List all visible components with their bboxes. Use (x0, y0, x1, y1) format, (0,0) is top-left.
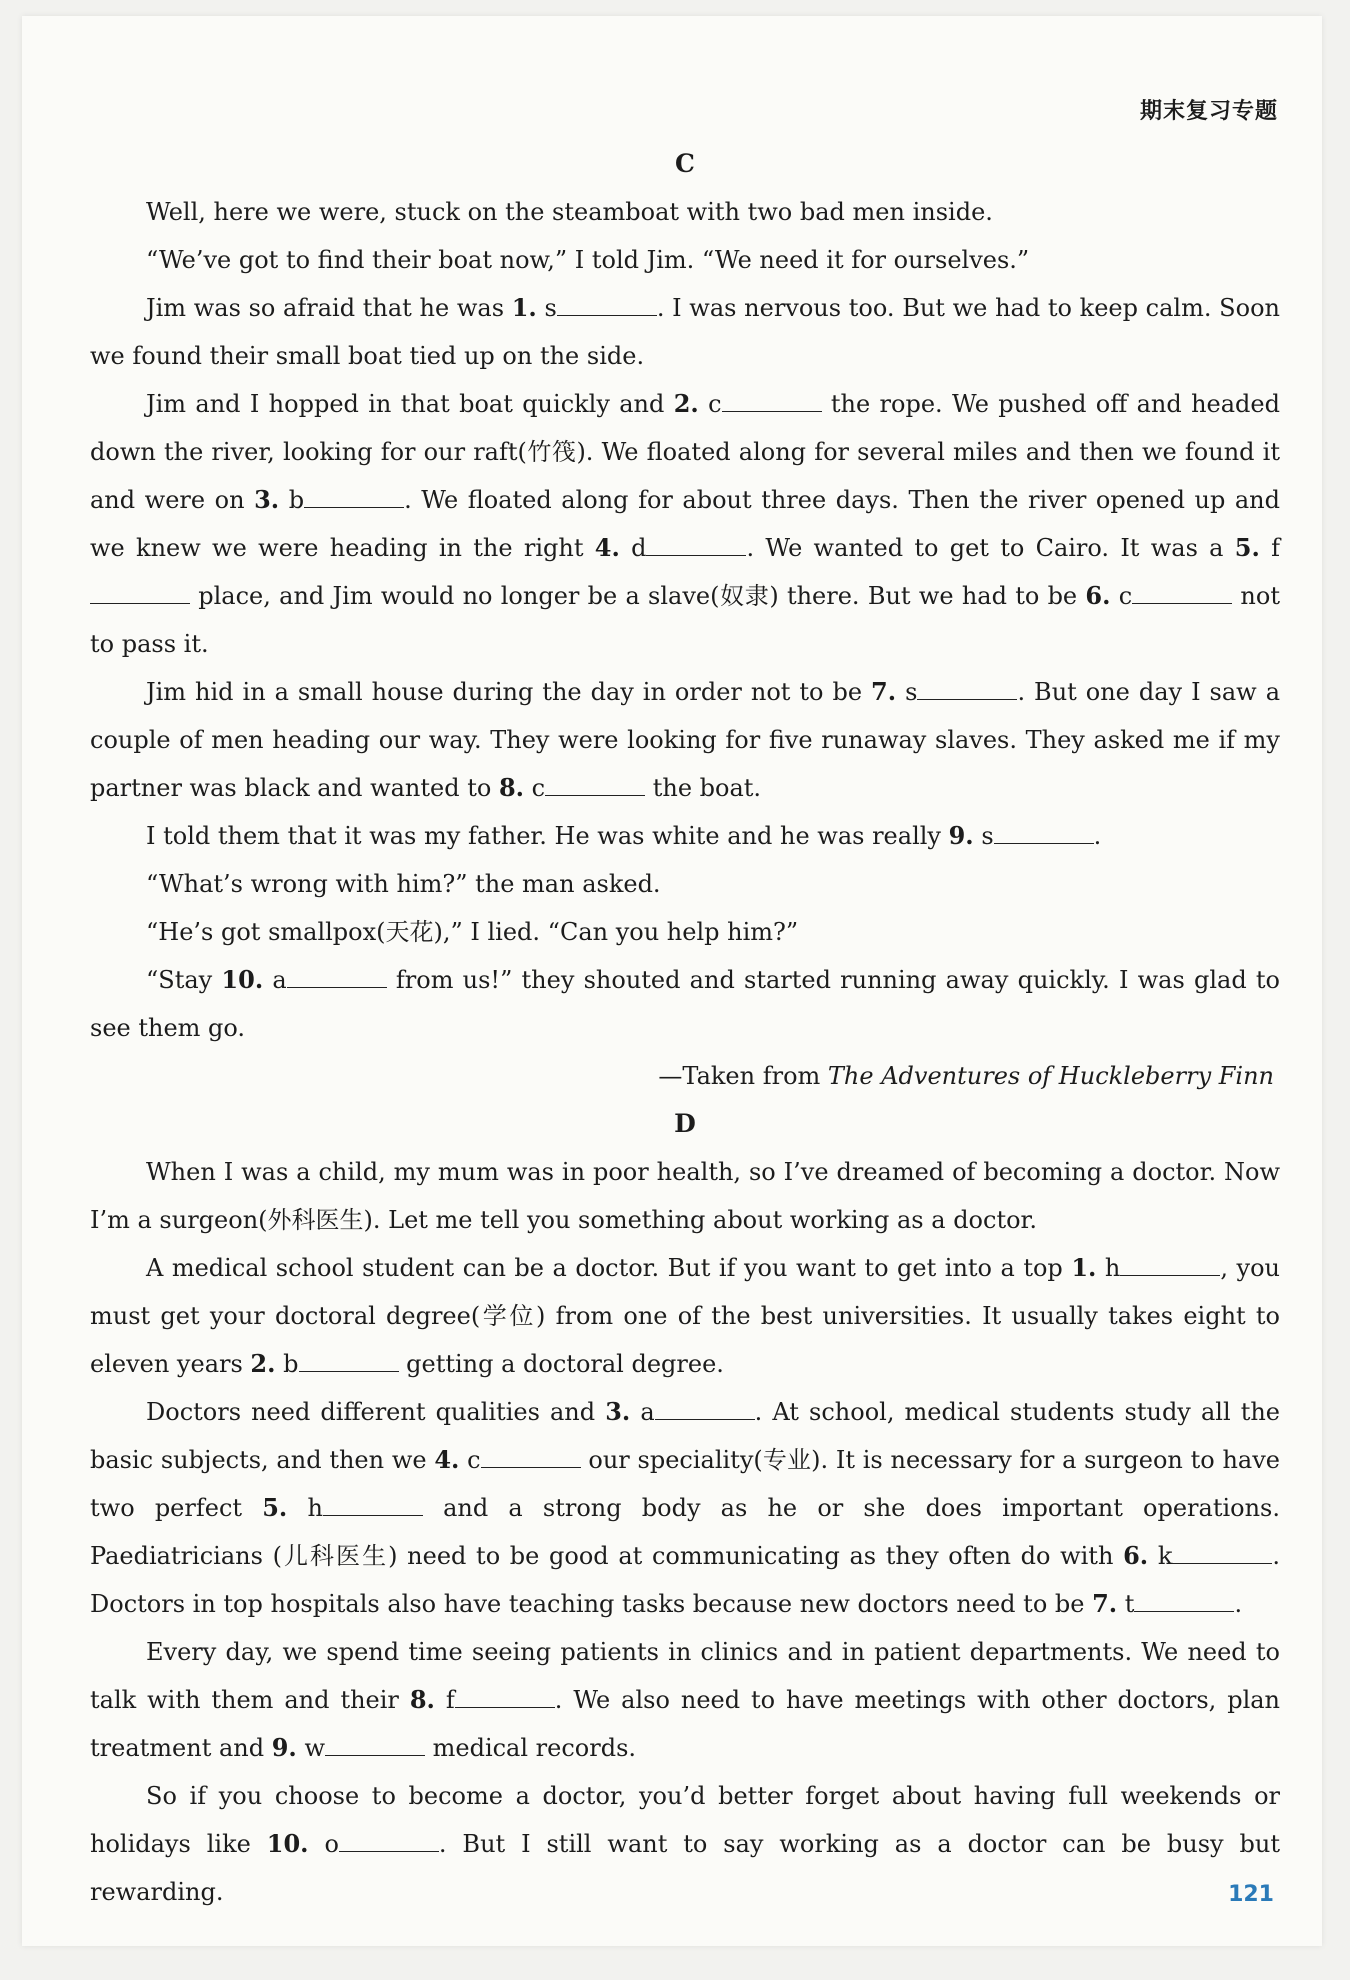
text-run: “We’ve got to find their boat now,” I told Jim. “We need it for ourselves.” (146, 246, 1030, 274)
question-number: 3. (254, 485, 280, 514)
section-d-body (90, 1148, 1280, 1916)
section-c-body (90, 188, 1280, 1052)
text-run: “Stay (146, 966, 222, 994)
first-letter-hint: a (640, 1398, 655, 1426)
first-letter-hint: f (1271, 534, 1280, 562)
question-number: 2. (250, 1349, 276, 1378)
question-number: 10. (221, 965, 264, 994)
content-area (90, 140, 1280, 1916)
answer-blank[interactable] (646, 533, 746, 556)
text-run: . I was nervous too. But we had to keep calm. Soon we found their small boat tied up on the side. (90, 294, 1280, 370)
text-run: “He’s got smallpox(天花),” I lied. “Can you help him?” (146, 918, 799, 946)
text-run: . But one day I saw a couple of men heading our way. They were looking for five runaway slaves. They asked me if my partner was black and wanted to (90, 678, 1281, 802)
question-number: 7. (1092, 1589, 1118, 1618)
text-run: Jim and I hopped in that boat quickly and (146, 390, 674, 418)
first-letter-hint: h (307, 1494, 323, 1522)
source-book-title: The Adventures of Huckleberry Finn (827, 1062, 1274, 1090)
text-run: not to pass it. (90, 582, 1280, 658)
paragraph (90, 1244, 1280, 1388)
paragraph (90, 284, 1280, 380)
question-number: 5. (1234, 533, 1260, 562)
question-number: 7. (871, 677, 897, 706)
answer-blank[interactable] (1120, 1253, 1220, 1276)
first-letter-hint: c (531, 774, 546, 802)
text-run: getting a doctoral degree. (398, 1350, 724, 1378)
answer-blank[interactable] (287, 965, 387, 988)
question-number: 8. (409, 1685, 435, 1714)
textbook-page (22, 16, 1322, 1946)
section-title: D (674, 1109, 696, 1138)
question-number: 3. (605, 1397, 631, 1426)
first-letter-hint: s (905, 678, 918, 706)
answer-blank[interactable] (481, 1445, 581, 1468)
page-number: 121 (1228, 1882, 1274, 1907)
text-run: . We also need to have meetings with other doctors, plan treatment and (90, 1686, 1281, 1762)
text-run: . But I still want to say working as a doctor can be busy but rewarding. (90, 1830, 1280, 1906)
text-run: . Doctors in top hospitals also have teaching tasks because new doctors need to be (90, 1542, 1280, 1618)
first-letter-hint: d (631, 534, 647, 562)
text-run: Well, here we were, stuck on the steamboat with two bad men inside. (146, 198, 993, 226)
section-d (90, 1100, 1280, 1916)
text-run: . We floated along for about three days. Then the river opened up and we knew we were heading in the right (90, 486, 1281, 562)
answer-blank[interactable] (90, 581, 190, 604)
first-letter-hint: t (1124, 1590, 1135, 1618)
question-number: 6. (1085, 581, 1111, 610)
first-letter-hint: c (1118, 582, 1133, 610)
text-run: and a strong body as he or she does important operations. Paediatricians (儿科医生) need to be good at communicating as they often do with (90, 1494, 1280, 1570)
answer-blank[interactable] (304, 485, 404, 508)
first-letter-hint: k (1157, 1542, 1173, 1570)
text-run: Doctors need different qualities and (146, 1398, 606, 1426)
text-run: “What’s wrong with him?” the man asked. (146, 870, 661, 898)
first-letter-hint: s (544, 294, 557, 322)
text-run: place, and Jim would no longer be a slave(奴隶) there. But we had to be (190, 582, 1086, 610)
section-title: C (675, 149, 695, 178)
paragraph (90, 860, 1280, 908)
answer-blank[interactable] (722, 389, 822, 412)
text-run: . (1093, 822, 1102, 850)
answer-blank[interactable] (994, 821, 1094, 844)
source-prefix: —Taken from (658, 1062, 828, 1090)
question-number: 9. (271, 1733, 297, 1762)
paragraph (90, 1628, 1280, 1772)
text-run: . We wanted to get to Cairo. It was a (746, 534, 1235, 562)
paragraph (90, 1148, 1280, 1244)
answer-blank[interactable] (545, 773, 645, 796)
text-run: Every day, we spend time seeing patients in clinics and in patient departments. We need to talk with them and their (90, 1638, 1280, 1714)
paragraph (90, 1388, 1280, 1628)
text-run: the boat. (645, 774, 762, 802)
page-header: 期末复习专题 (1139, 99, 1278, 124)
paragraph (90, 236, 1280, 284)
first-letter-hint: h (1104, 1254, 1121, 1282)
question-number: 10. (266, 1829, 309, 1858)
first-letter-hint: c (708, 390, 722, 418)
first-letter-hint: s (981, 822, 994, 850)
question-number: 1. (511, 293, 537, 322)
source-citation (90, 1052, 1280, 1100)
text-run: from us!” they shouted and started running away quickly. I was glad to see them go. (90, 966, 1280, 1042)
text-run: When I was a child, my mum was in poor health, so I’ve dreamed of becoming a doctor. Now I’m a surgeon(外科医生). Let me tell you something about working as a doctor. (90, 1158, 1280, 1234)
paragraph (90, 1772, 1280, 1916)
question-number: 4. (434, 1445, 460, 1474)
text-run: Jim was so afraid that he was (146, 294, 512, 322)
text-run: our speciality(专业). It is necessary for a surgeon to have two perfect (90, 1446, 1281, 1522)
first-letter-hint: b (288, 486, 305, 514)
text-run: So if you choose to become a doctor, you’d better forget about having full weekends or holidays like (90, 1782, 1280, 1858)
first-letter-hint: a (272, 966, 287, 994)
text-run: I told them that it was my father. He was white and he was really (146, 822, 949, 850)
first-letter-hint: o (324, 1830, 339, 1858)
first-letter-hint: c (467, 1446, 481, 1474)
text-run: A medical school student can be a doctor. But if you want to get into a top (146, 1254, 1072, 1282)
answer-blank[interactable] (557, 293, 657, 316)
paragraph (90, 908, 1280, 956)
answer-blank[interactable] (655, 1397, 755, 1420)
answer-blank[interactable] (917, 677, 1017, 700)
text-run: . (1234, 1590, 1243, 1618)
answer-blank[interactable] (1134, 1589, 1234, 1612)
text-run: , you must get your doctoral degree(学位) from one of the best universities. It usually takes eight to eleven years (90, 1254, 1281, 1378)
question-number: 4. (594, 533, 620, 562)
text-run: the rope. We pushed off and headed down the river, looking for our raft(竹筏). We floated along for several miles and then we found it and were on (90, 390, 1280, 514)
question-number: 2. (673, 389, 699, 418)
question-number: 1. (1071, 1253, 1097, 1282)
first-letter-hint: b (283, 1350, 299, 1378)
question-number: 6. (1123, 1541, 1149, 1570)
answer-blank[interactable] (1132, 581, 1232, 604)
first-letter-hint: f (445, 1686, 455, 1714)
answer-blank[interactable] (299, 1349, 399, 1372)
first-letter-hint: w (304, 1734, 325, 1762)
text-run: Jim hid in a small house during the day in order not to be (146, 678, 872, 706)
answer-blank[interactable] (455, 1685, 555, 1708)
question-number: 5. (262, 1493, 288, 1522)
text-run: . At school, medical students study all the basic subjects, and then we (90, 1398, 1281, 1474)
question-number: 8. (498, 773, 524, 802)
text-run: medical records. (424, 1734, 637, 1762)
paragraph (90, 380, 1280, 668)
paragraph (90, 188, 1280, 236)
paragraph (90, 956, 1280, 1052)
paragraph (90, 668, 1280, 812)
answer-blank[interactable] (325, 1733, 425, 1756)
question-number: 9. (948, 821, 974, 850)
paragraph (90, 812, 1280, 860)
answer-blank[interactable] (339, 1829, 439, 1852)
answer-blank[interactable] (1172, 1541, 1272, 1564)
section-c (90, 140, 1280, 1100)
answer-blank[interactable] (323, 1493, 423, 1516)
